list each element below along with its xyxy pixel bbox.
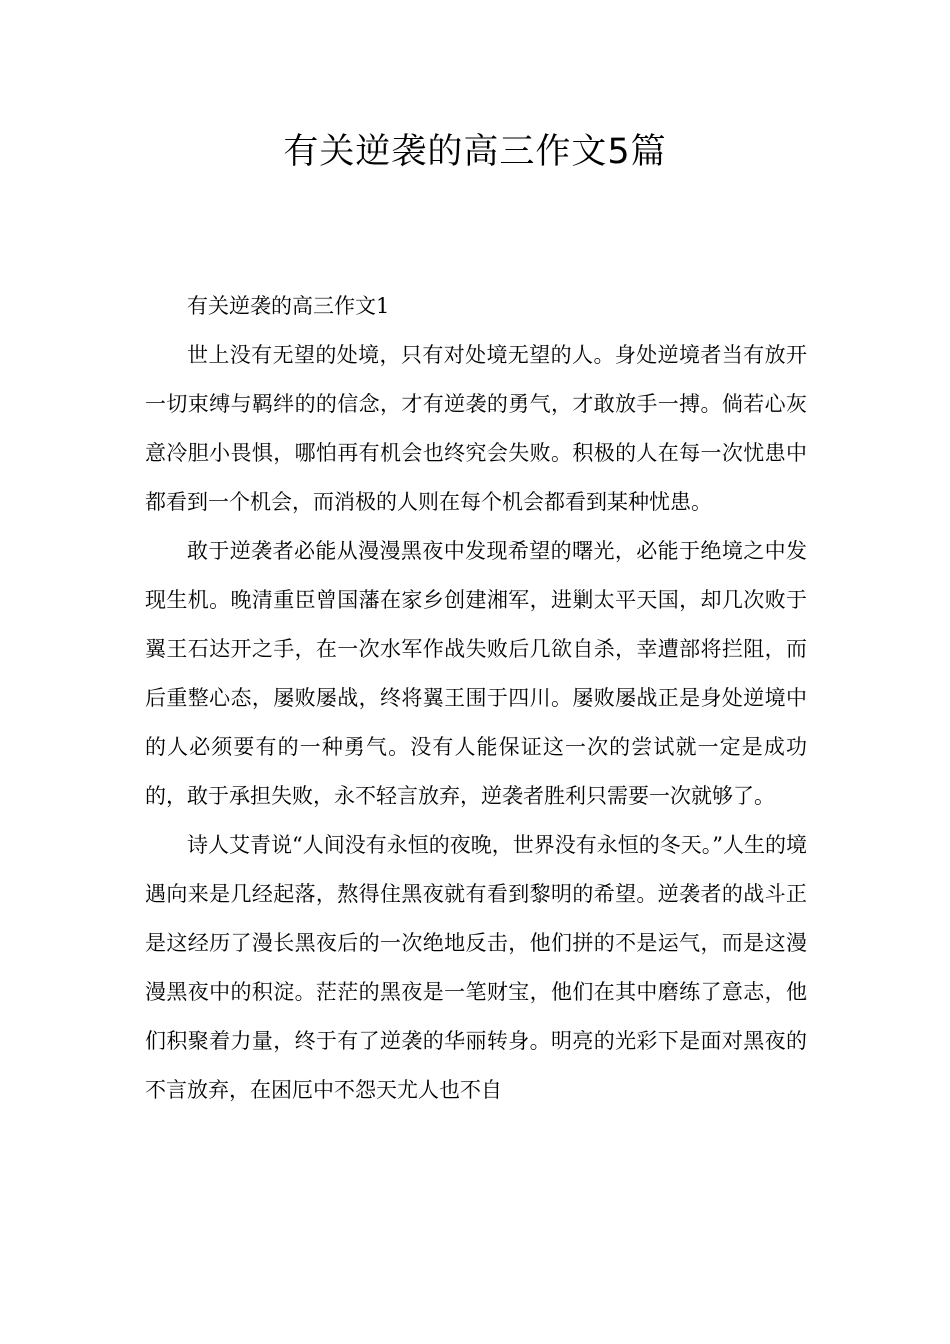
document-title: 有关逆袭的高三作文5篇	[283, 132, 667, 172]
paragraph-3: 诗人艾青说“人间没有永恒的夜晚，世界没有永恒的冬天。”人生的境遇向来是几经起落，熬得住黑夜就有看到黎明的希望。逆袭者的战斗正是这经历了漫长黑夜后的一次绝地反击，他们拼的不是运气，而是这漫漫黑夜中的积淀。茫茫的黑夜是一笔财宝，他们在其中磨练了意志，他们积聚着力量，终于有了逆袭的华丽转身。明亮的光彩下是面对黑夜的不言放弃，在困厄中不怨天尤人也不自	[145, 833, 807, 1102]
document-body	[145, 282, 807, 1115]
paragraph-1: 世上没有无望的处境，只有对处境无望的人。身处逆境者当有放开一切束缚与羁绊的的信念，才有逆袭的勇气，才敢放手一搏。倘若心灰意冷胆小畏惧，哪怕再有机会也终究会失败。积极的人在每一次忧患中都看到一个机会，而消极的人则在每个机会都看到某种忧患。	[145, 343, 807, 514]
paragraph-2: 敢于逆袭者必能从漫漫黑夜中发现希望的曙光，必能于绝境之中发现生机。晚清重臣曾国藩在家乡创建湘军，进剿太平天国，却几次败于翼王石达开之手，在一次水军作战失败后几欲自杀，幸遭部将拦阻，而后重整心态，屡败屡战，终将翼王围于四川。屡败屡战正是身处逆境中的人必须要有的一种勇气。没有人能保证这一次的尝试就一定是成功的，敢于承担失败，永不轻言放弃，逆袭者胜利只需要一次就够了。	[145, 539, 807, 808]
section-heading: 有关逆袭的高三作文1	[187, 294, 390, 318]
